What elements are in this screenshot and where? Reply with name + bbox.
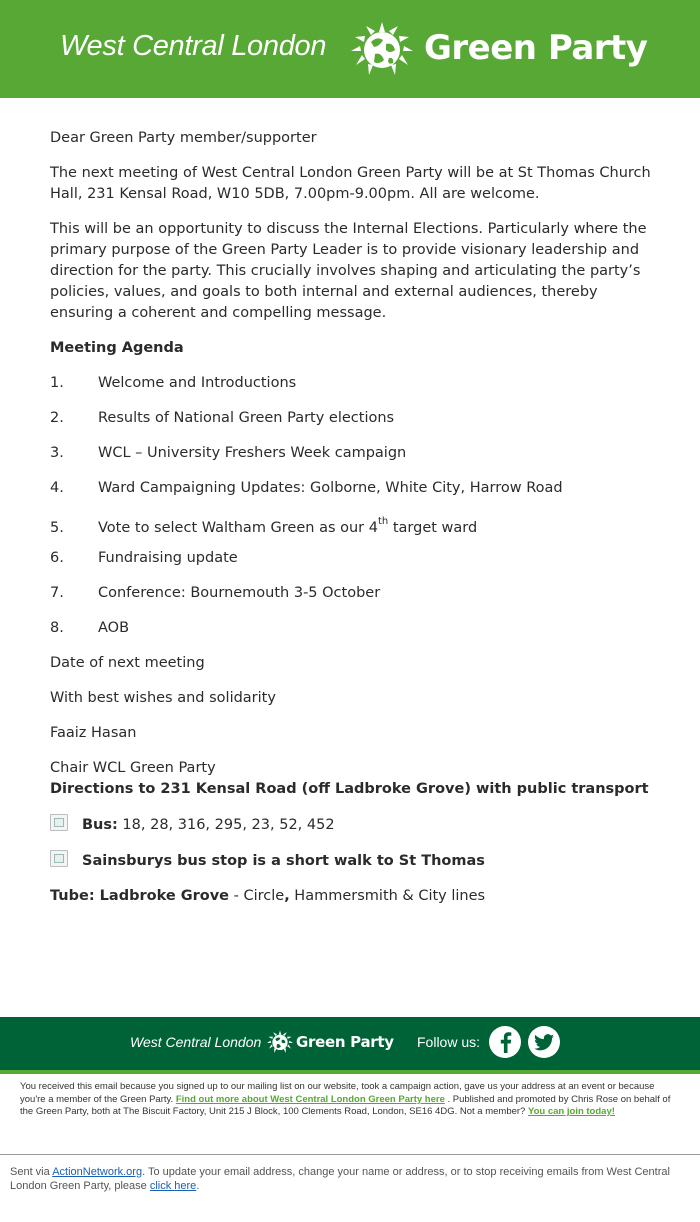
sent-via-prefix: Sent via bbox=[10, 1166, 53, 1178]
email-body bbox=[50, 128, 655, 907]
bus-line bbox=[50, 814, 655, 836]
legal-text-2: . Published and promoted by Chris Rose on behalf of the Green Party, both at The Biscuit Factory, Unit 215 J Block, 100 Clements Road, London, SE16 4DG. Not a member? bbox=[20, 1093, 671, 1117]
bus-stop-text: Sainsburys bus stop is a short walk to St Thomas bbox=[82, 853, 485, 869]
agenda-item bbox=[50, 443, 655, 478]
agenda-item-number: 6. bbox=[50, 550, 64, 566]
facebook-glyph bbox=[497, 1031, 513, 1053]
follow-us-label: Follow us: bbox=[417, 1034, 481, 1050]
agenda-item-number: 2. bbox=[50, 410, 64, 426]
footer-accent-line bbox=[0, 1070, 700, 1074]
directions-heading: Directions to 231 Kensal Road (off Ladbroke Grove) with public transport bbox=[50, 781, 649, 797]
unsubscribe-link[interactable]: click here bbox=[149, 1180, 197, 1192]
brand-name-right: Green Party bbox=[424, 28, 648, 68]
tube-comma: , bbox=[284, 888, 290, 904]
bus-routes: 18, 28, 316, 295, 23, 52, 452 bbox=[117, 817, 335, 833]
header-banner bbox=[0, 0, 700, 98]
intro-paragraph: The next meeting of West Central London Green Party will be at St Thomas Church Hall, 231 Kensal Road, W10 5DB, 7.00pm-9.00pm. All are welcome. bbox=[50, 165, 651, 202]
purpose-paragraph: This will be an opportunity to discuss the Internal Elections. Particularly where the primary purpose of the Green Party Leader is to provide visionary leadership and direction for the party. This crucially involves shaping and articulating the party’s policies, values, and goals to both internal and external audiences, thereby ensuring a coherent and compelling message. bbox=[50, 221, 647, 321]
tube-other-lines: Hammersmith & City lines bbox=[289, 888, 486, 904]
agenda-item-number: 3. bbox=[50, 445, 64, 461]
sent-via-middle: . To update your email address, change your name or address, or to stop receiving emails from West Central London Green Party, please bbox=[10, 1166, 670, 1192]
agenda-item-text: Results of National Green Party elections bbox=[98, 410, 395, 426]
signatory-name: Faaiz Hasan bbox=[50, 725, 137, 741]
tube-circle: - Circle bbox=[229, 888, 285, 904]
divider bbox=[0, 1154, 700, 1155]
agenda-heading: Meeting Agenda bbox=[50, 340, 184, 356]
broken-image-icon bbox=[50, 814, 68, 831]
tube-label: Tube: Ladbroke Grove bbox=[50, 888, 230, 904]
bus-stop-line bbox=[50, 850, 655, 872]
agenda-item-number: 7. bbox=[50, 585, 64, 601]
agenda-item bbox=[50, 583, 655, 618]
agenda-item-number: 4. bbox=[50, 480, 64, 496]
signatory-title: Chair WCL Green Party bbox=[50, 760, 216, 776]
salutation: Dear Green Party member/supporter bbox=[50, 130, 317, 146]
facebook-icon[interactable] bbox=[489, 1026, 521, 1058]
tube-line bbox=[50, 886, 655, 907]
closing-line: With best wishes and solidarity bbox=[50, 690, 276, 706]
agenda-item bbox=[50, 478, 655, 513]
agenda-item-text-tail: target ward bbox=[388, 520, 478, 536]
join-today-link[interactable]: You can join today! bbox=[527, 1106, 615, 1117]
sent-via-notice bbox=[10, 1165, 690, 1193]
agenda-item bbox=[50, 548, 655, 583]
broken-image-icon bbox=[50, 850, 68, 867]
footer-bar bbox=[0, 1017, 700, 1070]
next-meeting-line: Date of next meeting bbox=[50, 655, 205, 671]
sent-via-suffix: . bbox=[196, 1180, 200, 1192]
about-wcl-link[interactable]: Find out more about West Central London Green Party here bbox=[175, 1093, 445, 1105]
agenda-list bbox=[50, 373, 655, 653]
green-party-sunflower-globe-icon bbox=[266, 1029, 294, 1055]
agenda-item-text-main: Vote to select Waltham Green as our 4 bbox=[98, 520, 378, 536]
actionnetwork-link[interactable]: ActionNetwork.org bbox=[52, 1166, 143, 1178]
agenda-item-number: 5. bbox=[50, 520, 64, 536]
agenda-item bbox=[50, 513, 655, 548]
green-party-sunflower-globe-icon bbox=[349, 20, 415, 78]
ordinal-suffix: th bbox=[377, 516, 389, 528]
legal-text-1: You received this email because you signed up to our mailing list on our website, took a campaign action, gave us your address at an event or because you're a member of the Green Party. bbox=[20, 1081, 655, 1105]
twitter-glyph bbox=[534, 1034, 554, 1051]
agenda-item-text: Fundraising update bbox=[98, 550, 238, 566]
agenda-item-text: AOB bbox=[98, 620, 130, 636]
agenda-item-text bbox=[98, 518, 477, 539]
footer-brand-right: Green Party bbox=[296, 1033, 394, 1051]
twitter-icon[interactable] bbox=[528, 1026, 560, 1058]
legal-notice bbox=[20, 1081, 680, 1119]
bus-label: Bus: bbox=[82, 817, 118, 833]
agenda-item-text: Welcome and Introductions bbox=[98, 375, 297, 391]
agenda-item bbox=[50, 618, 655, 653]
agenda-item-number: 8. bbox=[50, 620, 64, 636]
brand-name-left: West Central London bbox=[60, 30, 327, 62]
agenda-item-text: Ward Campaigning Updates: Golborne, White City, Harrow Road bbox=[98, 480, 563, 496]
footer-brand-left: West Central London bbox=[130, 1034, 262, 1050]
agenda-item-number: 1. bbox=[50, 375, 64, 391]
agenda-item-text: Conference: Bournemouth 3-5 October bbox=[98, 585, 381, 601]
agenda-item bbox=[50, 408, 655, 443]
agenda-item-text: WCL – University Freshers Week campaign bbox=[98, 445, 407, 461]
agenda-item bbox=[50, 373, 655, 408]
